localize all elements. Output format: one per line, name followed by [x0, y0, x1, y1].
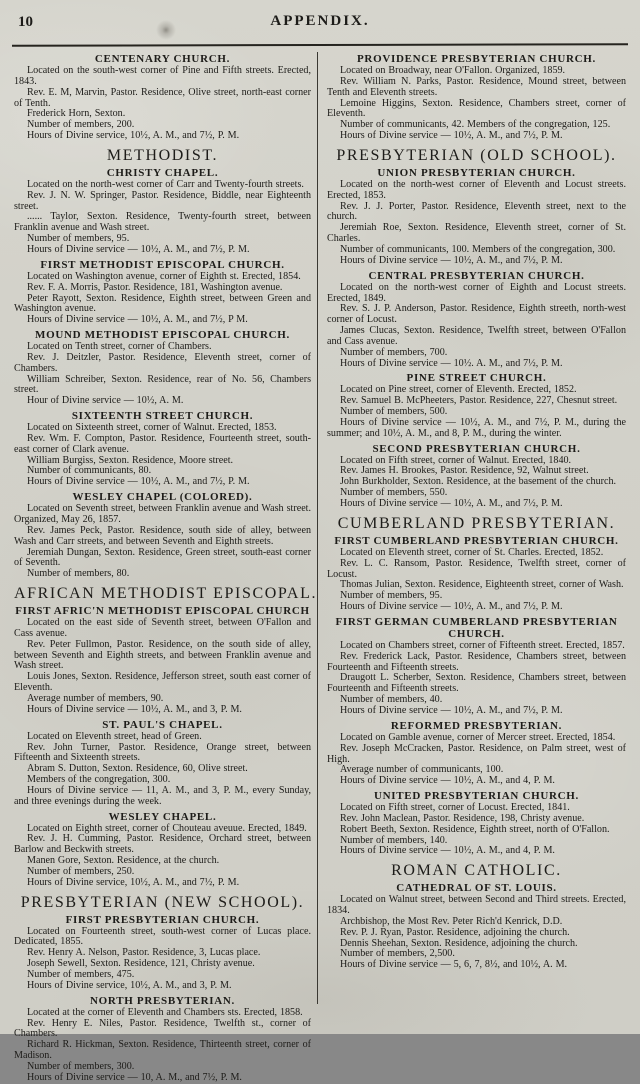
entry-paragraph: Hours of Divine service — 10, A. M., and 7½, P. M. [27, 1071, 242, 1083]
church-heading: FIRST CUMBERLAND PRESBYTERIAN CHURCH. [334, 534, 619, 547]
entry-paragraph: Rev. Henry E. Niles, Pastor. Residence, Twelfth st., corner of Chambers. [14, 1017, 311, 1040]
church-heading: ST. PAUL'S CHAPEL. [102, 718, 223, 731]
entry-paragraph: Hours of Divine service — 10½, A. M., and 7½, P. M. [340, 498, 563, 509]
entry-paragraph: Located on the east side of Seventh street, between O'Fallon and Cass avenue. [14, 617, 311, 639]
entry-paragraph: Hours of Divine service, 10½, A. M., and 7½, P. M. [27, 130, 240, 142]
church-heading: MOUND METHODIST EPISCOPAL CHURCH. [35, 329, 290, 342]
page-number: 10 [18, 14, 33, 30]
column-divider-rule [317, 52, 318, 1004]
entry-paragraph: Number of communicants, 42. Members of the congregation, 125. [340, 119, 611, 131]
entry-paragraph: Hours of Divine service — 11, A. M., and 3, P. M., every Sunday, and three evenings during the week. [14, 784, 311, 807]
entry-paragraph: Number of members, 95. [340, 590, 443, 602]
entry-paragraph: Number of members, 80. [27, 568, 130, 580]
entry-paragraph: Located on the north-west corner of Carr and Twenty-fourth streets. [27, 178, 304, 190]
church-heading: FIRST GERMAN CUMBERLAND PRESBYTERIAN CHURCH. [335, 615, 618, 640]
entry-paragraph: Hours of Divine service — 10½. A. M., and 7½, P. M. [340, 357, 563, 369]
entry-paragraph: Peter Rayott, Sexton. Residence, Eighth street, between Green and Washington avenue. [14, 292, 311, 315]
entry-paragraph: Located on Gamble avenue, corner of Mercer street. Erected, 1854. [340, 731, 616, 743]
entry-paragraph: Located on Chambers street, corner of Fifteenth street. Erected, 1857. [340, 639, 625, 651]
entry-paragraph: Located on Fifth street, corner of Locust. Erected, 1841. [340, 802, 570, 814]
entry-paragraph: Located on the north-west corner of Eleventh and Locust streets. Erected, 1853. [327, 178, 626, 201]
right-column [327, 50, 626, 971]
church-heading: FIRST AFRIC'N METHODIST EPISCOPAL CHURCH [15, 605, 310, 618]
entry-paragraph: John Burkholder, Sexton. Residence, at the basement of the church. [340, 476, 617, 488]
entry-paragraph: Number of members, 475. [27, 969, 135, 980]
entry-paragraph: Hours of Divine service — 10½, A. M., and 4, P. M. [340, 775, 555, 787]
entry-paragraph: Located on Eleventh street, corner of St. Charles. Erected, 1852. [340, 546, 604, 558]
entry-paragraph: Number of members, 140. [340, 834, 448, 846]
entry-paragraph: Rev. F. A. Morris, Pastor. Residence, 181, Washington avenue. [27, 281, 283, 293]
left-column [14, 50, 318, 1084]
entry-paragraph: William Schreiber, Sexton. Residence, rear of No. 56, Chambers street. [14, 373, 311, 396]
entry-paragraph: Hours of Divine service, 10½, A. M., and 3, P. M. [27, 979, 232, 991]
entry-paragraph: Rev. S. J. P. Anderson, Pastor. Residence, Eighth streeth, north-west corner of Locust. [327, 303, 626, 326]
entry-paragraph: Rev. J. Deitzler, Pastor. Residence, Eleventh street, corner of Chambers. [14, 351, 311, 374]
entry-paragraph: Rev. J. H. Cumming, Pastor. Residence, Orchard street, between Barlow and Beckwith streets. [14, 833, 311, 856]
entry-paragraph: Hours of Divine service — 10½, A. M., and 7½, P. M. [27, 243, 250, 255]
entry-paragraph: Rev. Frederick Lack, Pastor. Residence, Chambers street, between Fourteenth and Fifteenth streets. [327, 650, 626, 673]
entry-paragraph: Hours of Divine service — 10½, A. M., and 7½, P. M. [340, 130, 563, 142]
section-heading: PRESBYTERIAN (OLD SCHOOL). [336, 146, 617, 164]
entry-paragraph: Located on Fifth street, corner of Walnut. Erected, 1840. [340, 454, 572, 466]
entry-paragraph: Rev. Peter Fullmon, Pastor. Residence, on the south side of alley, between Seventh and Eighth streets, and between Franklin avenue and Wash street. [14, 638, 311, 672]
entry-paragraph: Number of members, 95. [27, 233, 130, 245]
church-heading: CHRISTY CHAPEL. [106, 166, 219, 179]
entry-paragraph: Rev. J. J. Porter, Pastor. Residence, Eleventh street, next to the church. [327, 200, 626, 223]
church-heading: SECOND PRESBYTERIAN CHURCH. [372, 442, 581, 455]
section-heading: ROMAN CATHOLIC. [391, 862, 562, 880]
entry-paragraph: Hour of Divine service — 10½, A. M. [27, 395, 184, 407]
entry-paragraph: Located at the corner of Eleventh and Chambers sts. Erected, 1858. [27, 1006, 303, 1018]
entry-paragraph: Number of communicants, 100. Members of the congregation, 300. [340, 243, 616, 255]
entry-paragraph: James Clucas, Sexton. Residence, Twelfth street, between O'Fallon and Cass avenue. [327, 325, 626, 347]
entry-paragraph: Located on Eighth street, corner of Chouteau aveuue. Erected, 1849. [27, 822, 307, 834]
entry-paragraph: Rev. J. N. W. Springer, Pastor. Residence, Biddle, near Eighteenth street. [14, 189, 311, 212]
section-heading: METHODIST. [106, 146, 219, 164]
entry-paragraph: Lemoine Higgins, Sexton. Residence, Chambers street, corner of Eleventh. [327, 97, 626, 120]
entry-paragraph: Average number of communicants, 100. [340, 764, 504, 776]
running-head-title: APPENDIX. [270, 13, 370, 29]
section-heading: AFRICAN METHODIST EPISCOPAL. [14, 585, 318, 603]
entry-paragraph: Number of members, 40. [340, 694, 443, 706]
entry-paragraph: Rev. E. M, Marvin, Pastor. Residence, Olive street, north-east corner of Tenth. [14, 86, 311, 109]
entry-paragraph: Number of members, 200. [27, 119, 135, 131]
entry-paragraph: Located on Washington avenue, corner of Eighth st. Erected, 1854. [27, 270, 301, 282]
entry-paragraph: Number of members, 2,500. [340, 948, 455, 960]
entry-paragraph: Jeremiah Dungan, Sexton. Residence, Green street, south-east corner of Seventh. [14, 546, 311, 569]
entry-paragraph: Hours of Divine service — 10½, A. M., and 3, P. M. [27, 703, 242, 715]
entry-paragraph: Located on Fourteenth street, south-west corner of Lucas place. Dedicated, 1855. [14, 925, 311, 948]
church-heading: FIRST PRESBYTERIAN CHURCH. [65, 913, 260, 926]
entry-paragraph: Hours of Divine service — 10½, A. M., and 7½, P. M., during the summer; and 10½, A. M., and 8, P. M., during the winter. [327, 416, 626, 439]
church-heading: CATHEDRAL OF ST. LOUIS. [396, 882, 557, 895]
church-heading: CENTENARY CHURCH. [94, 53, 231, 65]
entry-paragraph: Located on Pine street, corner of Eleventh. Erected, 1852. [340, 384, 577, 396]
entry-paragraph: Located on Eleventh street, head of Green. [27, 730, 202, 742]
church-heading: WESLEY CHAPEL (COLORED). [72, 491, 253, 504]
church-heading: CENTRAL PRESBYTERIAN CHURCH. [368, 269, 585, 282]
entry-paragraph: Located on Broadway, near O'Fallon. Organized, 1859. [340, 65, 566, 76]
entry-paragraph: Number of members, 250. [27, 865, 135, 877]
entry-paragraph: Hours of Divine service — 5, 6, 7, 8½, and 10½, A. M. [340, 959, 568, 971]
entry-paragraph: Hours of Divine service — 10½, A. M., and 7½, P M. [27, 314, 248, 326]
entry-paragraph: Hours of Divine service — 10½, A. M., and 4, P. M. [340, 845, 555, 857]
entry-paragraph: Jeremiah Roe, Sexton. Residence, Eleventh street, corner of St. Charles. [327, 222, 626, 245]
entry-paragraph: Rev. James Peck, Pastor. Residence, south side of alley, between Wash and Carr streets, and between Seventh and Eighth streets. [14, 524, 311, 547]
entry-paragraph: Louis Jones, Sexton. Residence, Jefferson street, south east corner of Eleventh. [14, 671, 311, 694]
entry-paragraph: Hours of Divine service — 10½, A. M., and 7½, P. M. [340, 704, 563, 716]
entry-paragraph: Richard R. Hickman, Sexton. Residence, Thirteenth street, corner of Madison. [14, 1039, 311, 1062]
entry-paragraph: Rev. Joseph McCracken, Pastor. Residence, on Palm street, west of High. [327, 742, 626, 765]
entry-paragraph: Number of members, 700. [340, 346, 448, 358]
entry-paragraph: Joseph Sewell, Sexton. Residence, 121, Christy avenue. [27, 958, 255, 970]
church-heading: FIRST METHODIST EPISCOPAL CHURCH. [40, 258, 285, 271]
entry-paragraph: Rev. L. C. Ransom, Pastor. Residence, Twelfth street, corner of Locust. [327, 557, 626, 580]
entry-paragraph: Hours of Divine service — 10½, A. M., and 7½, P. M. [340, 254, 563, 266]
entry-paragraph: Abram S. Dutton, Sexton. Residence, 60, Olive street. [27, 763, 248, 775]
entry-paragraph: Located on the north-west corner of Eighth and Locust streets. Erected, 1849. [327, 281, 626, 304]
church-heading: WESLEY CHAPEL. [108, 810, 217, 823]
church-heading: PROVIDENCE PRESBYTERIAN CHURCH. [357, 53, 596, 65]
entry-paragraph: Average number of members, 90. [27, 692, 164, 704]
section-heading: PRESBYTERIAN (NEW SCHOOL). [20, 893, 305, 911]
entry-paragraph: Rev. John Maclean, Pastor. Residence, 198, Christy avenue. [340, 812, 585, 824]
church-heading: REFORMED PRESBYTERIAN. [390, 719, 563, 732]
entry-paragraph: Rev. William N. Parks, Pastor. Residence, Mound street, between Tenth and Eleventh streets. [327, 75, 626, 98]
entry-paragraph: Rev. Wm. F. Compton, Pastor. Residence, Fourteenth street, south-east corner of Clark avenue. [14, 432, 311, 455]
entry-paragraph: Number of members, 550. [340, 487, 448, 499]
entry-paragraph: Located on Sixteenth street, corner of Walnut. Erected, 1853. [27, 422, 277, 434]
entry-paragraph: Thomas Julian, Sexton. Residence, Eighteenth street, corner of Wash. [340, 579, 624, 591]
entry-paragraph: Rev. Samuel B. McPheeters, Pastor. Residence, 227, Chesnut street. [340, 395, 618, 407]
entry-paragraph: Members of the congregation, 300. [27, 774, 171, 786]
entry-paragraph: Hours of Divine service — 10½, A. M., and 7½, P. M. [27, 476, 250, 488]
church-heading: NORTH PRESBYTERIAN. [90, 994, 235, 1007]
entry-paragraph: Located on Tenth street, corner of Chambers. [27, 341, 212, 353]
section-heading: CUMBERLAND PRESBYTERIAN. [337, 514, 616, 532]
entry-paragraph: Rev. Henry A. Nelson, Pastor. Residence, 3, Lucas place. [27, 947, 261, 959]
entry-paragraph: Frederick Horn, Sexton. [27, 108, 126, 120]
entry-paragraph: Hours of Divine service — 10½, A. M., and 7½, P. M. [340, 601, 563, 613]
entry-paragraph: Dennis Sheehan, Sexton. Residence, adjoining the church. [340, 937, 578, 949]
entry-paragraph: Draugott L. Scherber, Sexton. Residence, Chambers street, between Fourteenth and Fifteenth streets. [327, 672, 626, 695]
entry-paragraph: Rev. James H. Brookes, Pastor. Residence, 92, Walnut street. [340, 465, 589, 477]
entry-paragraph: Hours of Divine service, 10½, A. M., and 7½, P. M. [27, 876, 240, 888]
church-heading: SIXTEENTH STREET CHURCH. [71, 410, 254, 423]
entry-paragraph: Located on Seventh street, between Franklin avenue and Wash street. Organized, May 26, 1857. [14, 503, 311, 525]
entry-paragraph: Number of members, 500. [340, 406, 448, 418]
entry-paragraph: Located on the south-west corner of Pine and Fifth streets. Erected, 1843. [14, 65, 311, 87]
entry-paragraph: Archbishop, the Most Rev. Peter Rich'd Kenrick, D.D. [340, 915, 563, 927]
church-heading: PINE STREET CHURCH. [406, 372, 547, 385]
entry-paragraph: William Burgiss, Sexton. Residence, Moore street. [27, 454, 234, 466]
entry-paragraph: Number of communicants, 80. [27, 465, 152, 477]
entry-paragraph: Number of members, 300. [27, 1060, 135, 1072]
entry-paragraph: Located on Walnut street, between Second and Third streets. Erected, 1834. [327, 894, 626, 917]
entry-paragraph: Rev. John Turner, Pastor. Residence, Orange street, between Fifteenth and Sixteenth streets. [14, 741, 311, 764]
church-heading: UNITED PRESBYTERIAN CHURCH. [373, 790, 579, 803]
header-rule [12, 43, 628, 47]
entry-paragraph: ...... Taylor, Sexton. Residence, Twenty-fourth street, between Franklin avenue and Wash street. [14, 211, 311, 234]
entry-paragraph: Manen Gore, Sexton. Residence, at the church. [27, 855, 220, 867]
entry-paragraph: Rev. P. J. Ryan, Pastor. Residence, adjoining the church. [340, 926, 570, 938]
entry-paragraph: Robert Beeth, Sexton. Residence, Eighth street, north of O'Fallon. [340, 823, 610, 835]
church-heading: UNION PRESBYTERIAN CHURCH. [377, 166, 576, 179]
